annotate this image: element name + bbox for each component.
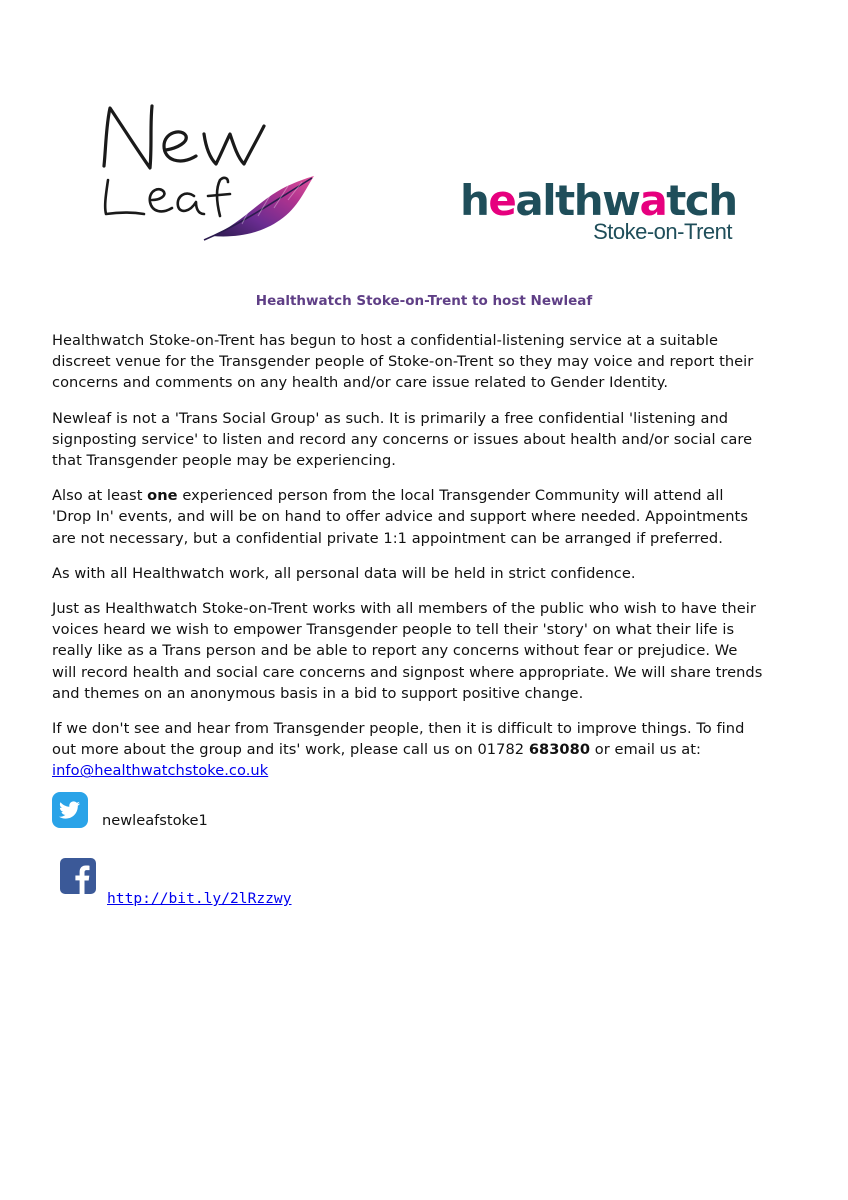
facebook-f-icon (60, 858, 96, 894)
email-link[interactable]: info@healthwatchstoke.co.uk (52, 762, 269, 780)
document-body (52, 330, 764, 796)
paragraph-drop-in: Also at least one experienced person from the local Transgender Community will attend all 'Drop In' events, and will be on hand to offer advice and support where needed. Appointments are not necessary, but a confidential private 1:1 appointment can be arranged if preferred. (52, 487, 748, 547)
document-title: Healthwatch Stoke-on-Trent to host Newleaf (255, 293, 593, 309)
paragraph-confidentiality: As with all Healthwatch work, all personal data will be held in strict confidence. (52, 564, 636, 582)
paragraph-intro: Healthwatch Stoke-on-Trent has begun to host a confidential-listening service at a suitable discreet venue for the Transgender people of Stoke-on-Trent so they may voice and report their concerns and comments on any health and/or care issue related to Gender Identity. (52, 332, 754, 392)
healthwatch-wordmark: healthwatch (460, 176, 737, 225)
paragraph-empower: Just as Healthwatch Stoke-on-Trent works with all members of the public who wish to have their voices heard we wish to empower Transgender people to tell their 'story' on what their life is really like as a Trans person and be able to report any concerns without fear or prejudice. We will record health and social care concerns and signpost where appropriate. We will share trends and themes on an anonymous basis in a bid to support positive change. (52, 600, 763, 702)
newleaf-logo (92, 96, 314, 242)
twitter-bird-icon (52, 792, 88, 828)
twitter-handle[interactable]: newleafstoke1 (102, 812, 208, 829)
paragraph-contact: If we don't see and hear from Transgender people, then it is difficult to improve things. To find out more about the group and its' work, please call us on 01782 683080 or email us at: info@healthwatchstoke.co.uk (52, 720, 745, 780)
paragraph-not-social-group: Newleaf is not a 'Trans Social Group' as such. It is primarily a free confidential 'listening and signposting service' to listen and record any concerns or issues about health and/or social care that Transgender people may be experiencing. (52, 409, 753, 470)
facebook-link[interactable]: http://bit.ly/2lRzzwy (107, 890, 292, 907)
healthwatch-location: Stoke-on-Trent (593, 219, 732, 244)
healthwatch-logo (460, 178, 738, 248)
